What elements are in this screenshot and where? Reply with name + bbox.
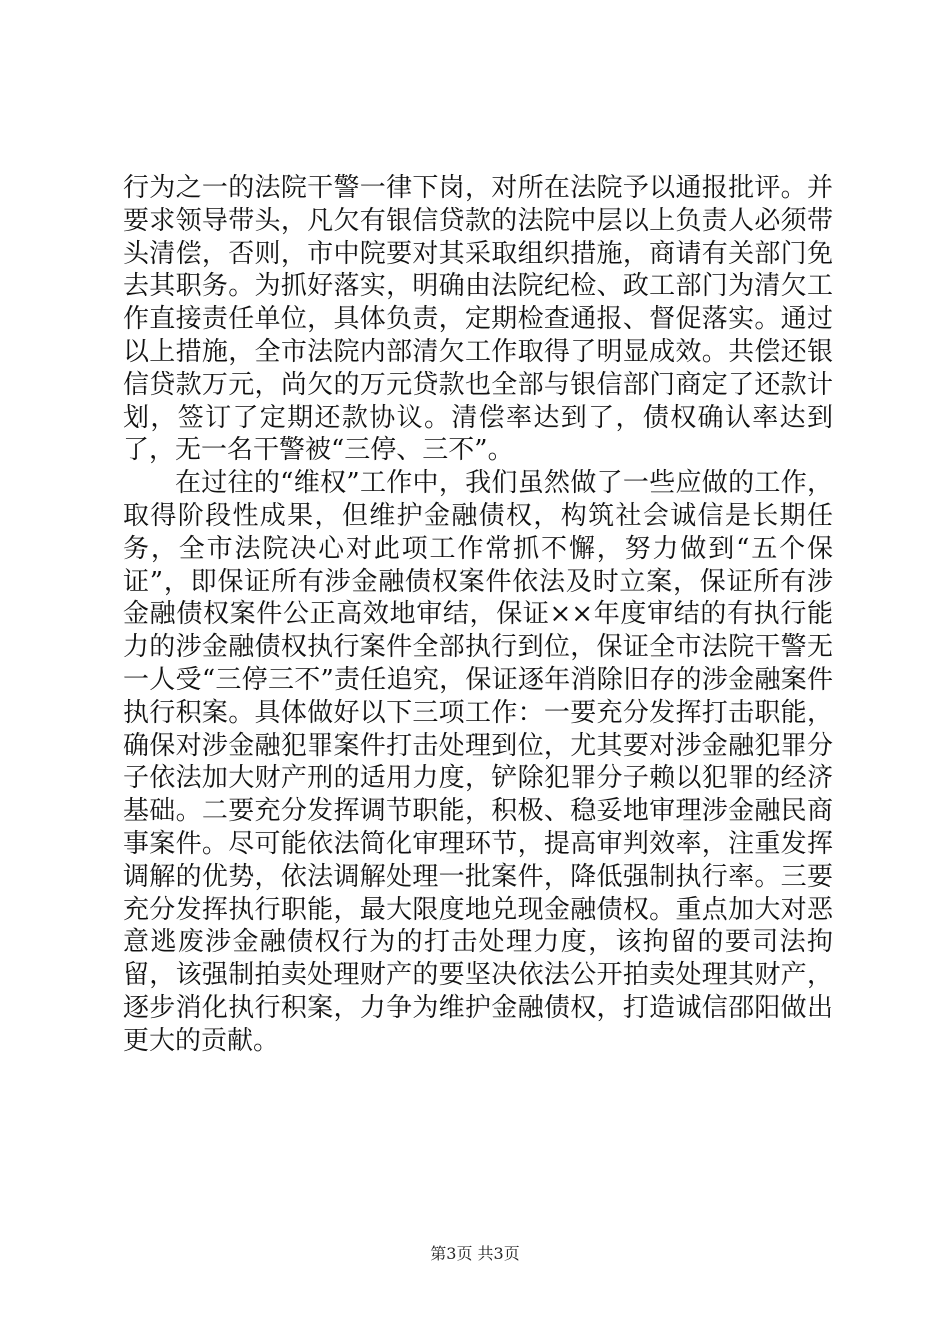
paragraph-continuation: 行为之一的法院干警一律下岗，对所在法院予以通报批评。并要求领导带头，凡欠有银信贷款的法院中层以上负责人必须带头清偿，否则，市中院要对其采取组织措施，商请有关部门免去其职务。为抓好落实，明确由法院纪检、政工部门为清欠工作直接责任单位，具体负责，定期检查通报、督促落实。通过以上措施，全市法院内部清欠工作取得了明显成效。共偿还银信贷款万元，尚欠的万元贷款也全部与银信部门商定了还款计划，签订了定期还款协议。清偿率达到了，债权确认率达到了，无一名干警被“三停、三不”。 xyxy=(123,173,833,466)
paragraph-five-guarantees: 在过往的“维权”工作中，我们虽然做了一些应做的工作，取得阶段性成果，但维护金融债权，构筑社会诚信是长期任务，全市法院决心对此项工作常抓不懈，努力做到“五个保证”，即保证所有涉金融债权案件依法及时立案，保证所有涉金融债权案件公正高效地审结，保证××年度审结的有执行能力的涉金融债权执行案件全部执行到位，保证全市法院干警无一人受“三停三不”责任追究，保证逐年消除旧存的涉金融案件执行积案。具体做好以下三项工作：一要充分发挥打击职能，确保对涉金融犯罪案件打击处理到位，尤其要对涉金融犯罪分子依法加大财产刑的适用力度，铲除犯罪分子赖以犯罪的经济基础。二要充分发挥调节职能，积极、稳妥地审理涉金融民商事案件。尽可能依法简化审理环节，提高审判效率，注重发挥调解的优势，依法调解处理一批案件，降低强制执行率。三要充分发挥执行职能，最大限度地兑现金融债权。重点加大对恶意逃废涉金融债权行为的打击处理力度，该拘留的要司法拘留，该强制拍卖处理财产的要坚决依法公开拍卖处理其财产，逐步消化执行积案，力争为维护金融债权，打造诚信邵阳做出更大的贡献。 xyxy=(123,468,833,1056)
page-number-footer: 第3页 共3页 xyxy=(430,1244,520,1263)
document-body xyxy=(123,172,833,1058)
